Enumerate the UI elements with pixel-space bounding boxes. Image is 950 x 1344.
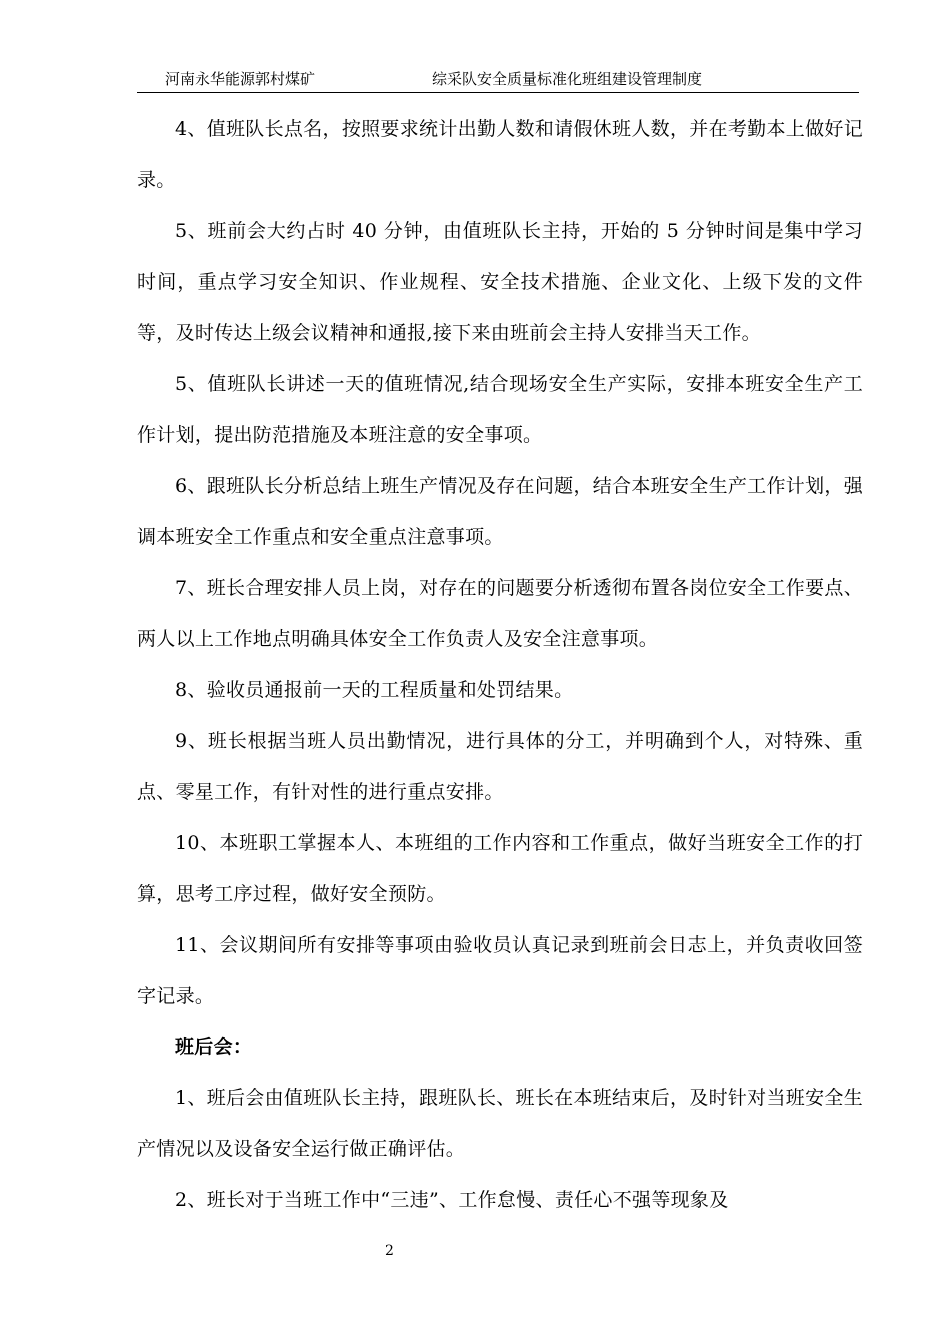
document-body <box>137 104 863 1226</box>
page-number: 2 <box>385 1243 394 1259</box>
header-document-title: 综采队安全质量标准化班组建设管理制度 <box>432 70 703 88</box>
paragraph-item-10: 10、本班职工掌握本人、本班组的工作内容和工作重点，做好当班安全工作的打算，思考工序过程，做好安全预防。 <box>137 832 863 905</box>
paragraph-item-4: 4、值班队长点名，按照要求统计出勤人数和请假休班人数，并在考勤本上做好记录。 <box>137 118 863 191</box>
page-header <box>137 66 859 93</box>
paragraph-item-6: 6、跟班队长分析总结上班生产情况及存在问题，结合本班安全生产工作计划，强调本班安全工作重点和安全重点注意事项。 <box>137 475 863 548</box>
section-paragraph-2: 2、班长对于当班工作中“三违”、工作怠慢、责任心不强等现象及 <box>175 1189 729 1211</box>
paragraph-item-8: 8、验收员通报前一天的工程质量和处罚结果。 <box>175 679 574 701</box>
paragraph-item-11: 11、会议期间所有安排等事项由验收员认真记录到班前会日志上，并负责收回签字记录。 <box>137 934 863 1007</box>
section-paragraph-1: 1、班后会由值班队长主持，跟班队长、班长在本班结束后，及时针对当班安全生产情况以及设备安全运行做正确评估。 <box>137 1087 863 1160</box>
paragraph-item-7: 7、班长合理安排人员上岗，对存在的问题要分析透彻布置各岗位安全工作要点、两人以上工作地点明确具体安全工作负责人及安全注意事项。 <box>137 577 863 650</box>
paragraph-item-5b: 5、值班队长讲述一天的值班情况,结合现场安全生产实际，安排本班安全生产工作计划，提出防范措施及本班注意的安全事项。 <box>137 373 863 446</box>
section-title-after-shift-meeting: 班后会： <box>175 1036 253 1058</box>
paragraph-item-5a: 5、班前会大约占时 40 分钟，由值班队长主持，开始的 5 分钟时间是集中学习时间，重点学习安全知识、作业规程、安全技术措施、企业文化、上级下发的文件等，及时传达上级会议精神和通报,接下来由班前会主持人安排当天工作。 <box>137 220 863 344</box>
paragraph-item-9: 9、班长根据当班人员出勤情况，进行具体的分工，并明确到个人，对特殊、重点、零星工作，有针对性的进行重点安排。 <box>137 730 863 803</box>
header-company-name: 河南永华能源郭村煤矿 <box>165 70 316 88</box>
